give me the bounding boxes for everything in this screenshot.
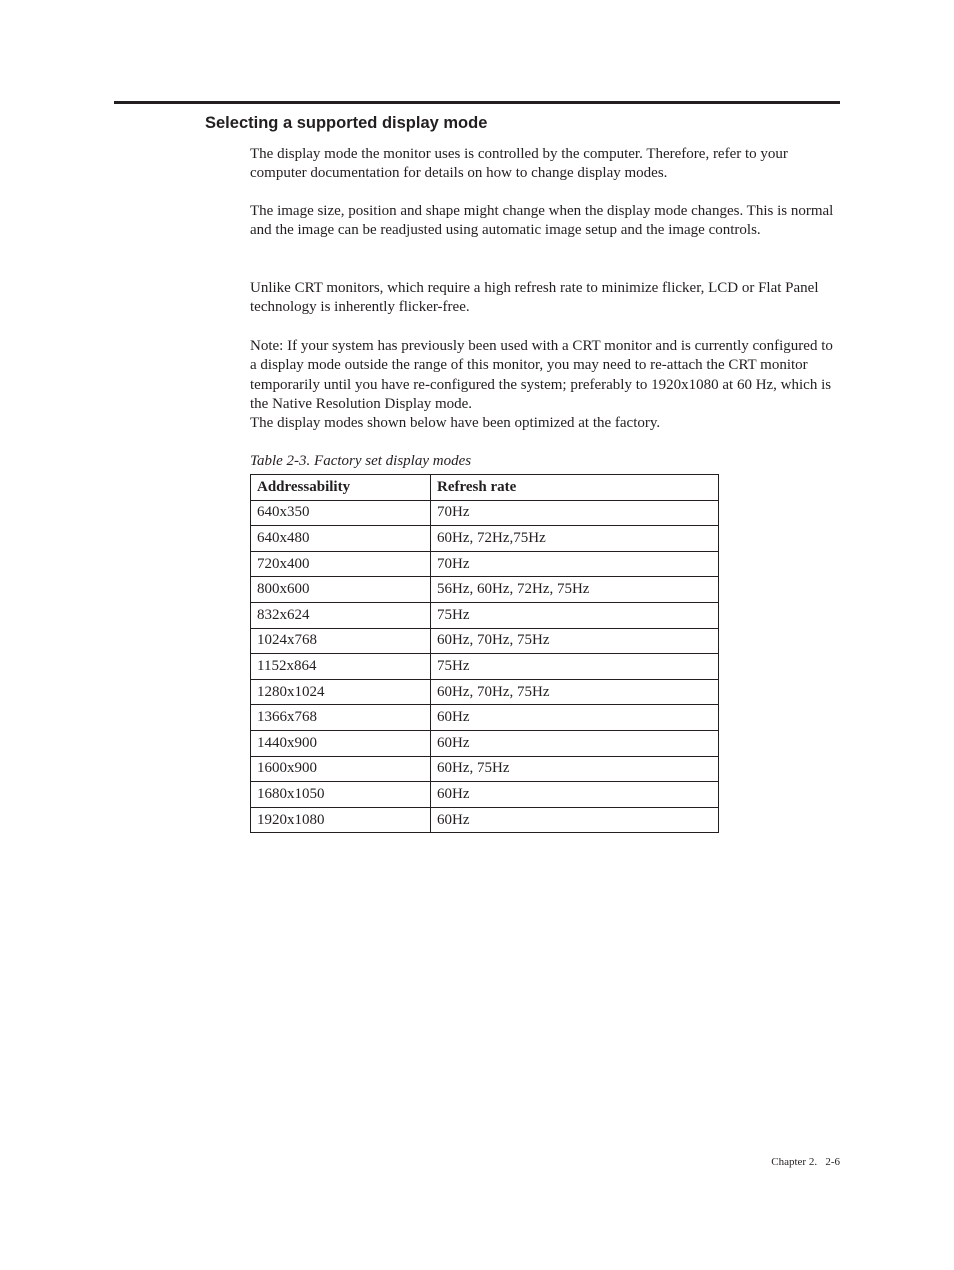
refresh-rate-cell: 60Hz bbox=[431, 807, 719, 833]
display-modes-table bbox=[250, 474, 719, 833]
column-header-refresh-rate: Refresh rate bbox=[431, 475, 719, 501]
table-row bbox=[251, 577, 719, 603]
addressability-cell: 1440x900 bbox=[251, 730, 431, 756]
section-heading: Selecting a supported display mode bbox=[205, 114, 488, 132]
refresh-rate-cell: 56Hz, 60Hz, 72Hz, 75Hz bbox=[431, 577, 719, 603]
table-row bbox=[251, 730, 719, 756]
addressability-cell: 720x400 bbox=[251, 551, 431, 577]
paragraph-flicker-free: Unlike CRT monitors, which require a high refresh rate to minimize flicker, LCD or Flat Panel technology is inherently flicker-free. bbox=[250, 280, 819, 316]
table-row bbox=[251, 551, 719, 577]
addressability-cell: 1152x864 bbox=[251, 654, 431, 680]
addressability-cell: 640x350 bbox=[251, 500, 431, 526]
refresh-rate-cell: 60Hz bbox=[431, 705, 719, 731]
paragraph-crt-note: Note: If your system has previously been used with a CRT monitor and is currently configured to a display mode outside the range of this monitor, you may need to re-attach the CRT monitor temporarily until you have re-configured the system; preferably to 1920x1080 at 60 Hz, which is the Native Resolution Display mode. bbox=[250, 338, 833, 412]
addressability-cell: 832x624 bbox=[251, 602, 431, 628]
table-caption: Table 2-3. Factory set display modes bbox=[250, 453, 472, 469]
refresh-rate-cell: 60Hz, 70Hz, 75Hz bbox=[431, 628, 719, 654]
page-footer: Chapter 2. 2-6 bbox=[771, 1156, 840, 1168]
table-body bbox=[251, 500, 719, 833]
refresh-rate-cell: 60Hz, 72Hz,75Hz bbox=[431, 526, 719, 552]
table-row bbox=[251, 807, 719, 833]
table-header-row bbox=[251, 475, 719, 501]
refresh-rate-cell: 75Hz bbox=[431, 602, 719, 628]
addressability-cell: 1600x900 bbox=[251, 756, 431, 782]
addressability-cell: 1366x768 bbox=[251, 705, 431, 731]
addressability-cell: 1024x768 bbox=[251, 628, 431, 654]
column-header-addressability: Addressability bbox=[251, 475, 431, 501]
refresh-rate-cell: 60Hz, 75Hz bbox=[431, 756, 719, 782]
refresh-rate-cell: 70Hz bbox=[431, 551, 719, 577]
section-divider bbox=[114, 101, 840, 104]
table-row bbox=[251, 602, 719, 628]
table-row bbox=[251, 654, 719, 680]
table-row bbox=[251, 500, 719, 526]
paragraph-factory-optimized: The display modes shown below have been optimized at the factory. bbox=[250, 415, 661, 431]
addressability-cell: 800x600 bbox=[251, 577, 431, 603]
addressability-cell: 1680x1050 bbox=[251, 782, 431, 808]
refresh-rate-cell: 60Hz bbox=[431, 730, 719, 756]
table-row bbox=[251, 526, 719, 552]
addressability-cell: 640x480 bbox=[251, 526, 431, 552]
refresh-rate-cell: 70Hz bbox=[431, 500, 719, 526]
refresh-rate-cell: 75Hz bbox=[431, 654, 719, 680]
table-row bbox=[251, 705, 719, 731]
refresh-rate-cell: 60Hz bbox=[431, 782, 719, 808]
addressability-cell: 1280x1024 bbox=[251, 679, 431, 705]
addressability-cell: 1920x1080 bbox=[251, 807, 431, 833]
refresh-rate-cell: 60Hz, 70Hz, 75Hz bbox=[431, 679, 719, 705]
paragraph-display-mode-control: The display mode the monitor uses is controlled by the computer. Therefore, refer to your computer documentation for details on how to change display modes. bbox=[250, 146, 788, 182]
table-row bbox=[251, 756, 719, 782]
table-row bbox=[251, 782, 719, 808]
table-row bbox=[251, 679, 719, 705]
paragraph-image-size-change: The image size, position and shape might change when the display mode changes. This is normal and the image can be readjusted using automatic image setup and the image controls. bbox=[250, 203, 834, 239]
table-row bbox=[251, 628, 719, 654]
